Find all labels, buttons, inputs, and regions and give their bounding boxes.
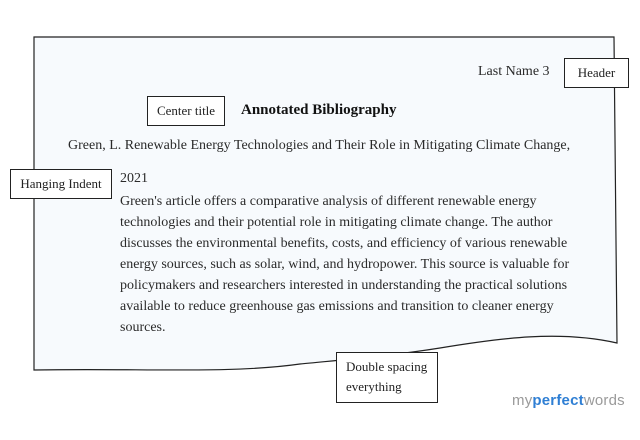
- hanging-indent-callout: Hanging Indent: [10, 169, 112, 199]
- brand-logo-suffix: words: [583, 392, 625, 409]
- annotation-paragraph: Green's article offers a comparative analysis of different renewable energy technologies and their potential role in mitigating climate change. The author discusses the environmental benefits, costs, and efficiency of various renewable energy sources, such as solar, wind, and hydropower. This source is valuable for policymakers and researchers interested in understanding the practical solutions available to reduce greenhouse gas emissions and transition to cleaner energy sources.: [120, 194, 570, 335]
- citation-first-line: Green, L. Renewable Energy Technologies and Their Role in Mitigating Climate Change,: [68, 138, 571, 153]
- citation-year: 2021: [120, 171, 148, 186]
- page-title: Annotated Bibliography: [241, 102, 397, 118]
- brand-logo: [512, 392, 625, 409]
- running-header: Last Name 3: [478, 64, 550, 79]
- center-title-callout: Center title: [147, 96, 225, 126]
- double-spacing-callout: Double spacing everything: [336, 352, 438, 403]
- brand-logo-accent: perfect: [532, 392, 584, 409]
- brand-logo-prefix: my: [512, 392, 533, 409]
- header-callout: Header: [564, 58, 629, 88]
